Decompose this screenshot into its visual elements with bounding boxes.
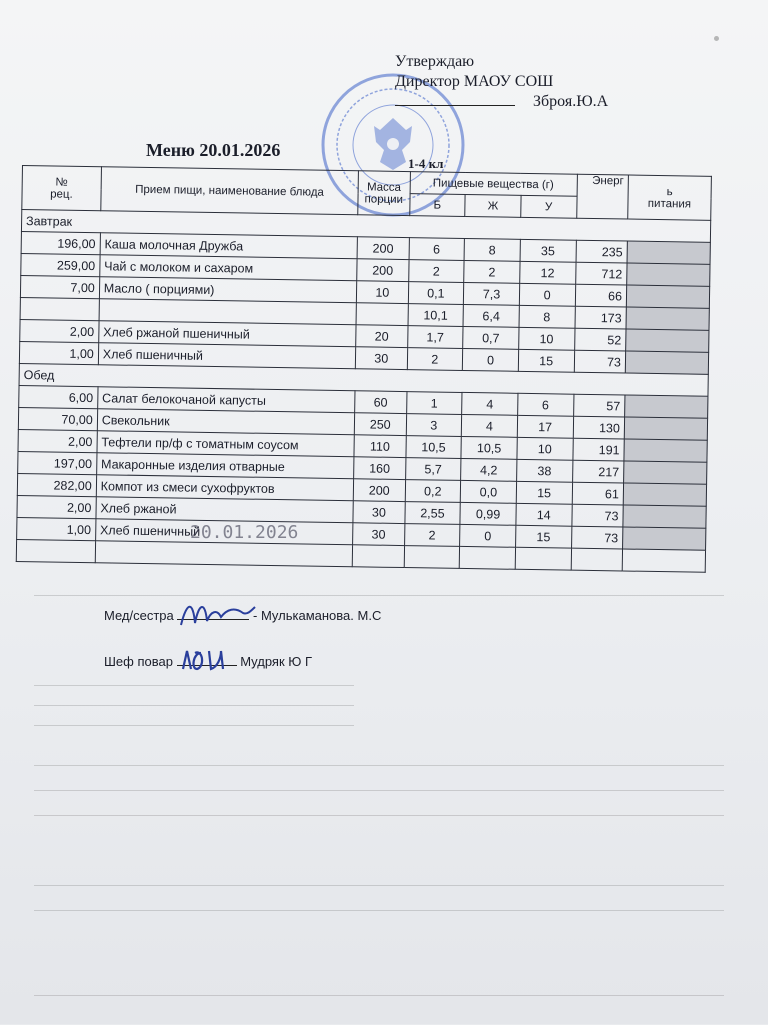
approve-label: Утверждаю xyxy=(395,53,475,70)
rec-number-cell: 1,00 xyxy=(19,341,98,364)
rec-number-cell: 282,00 xyxy=(17,473,96,496)
carb-cell: 8 xyxy=(519,305,575,328)
fat-cell: 4,2 xyxy=(461,458,517,481)
header-u: У xyxy=(521,195,577,218)
carb-cell: 17 xyxy=(517,415,573,438)
header-mass-1: Масса xyxy=(366,180,402,194)
carb-cell: 10 xyxy=(519,327,575,350)
nutrition-type-cell xyxy=(627,241,710,264)
protein-cell: 0,1 xyxy=(408,282,464,305)
header-rec-label: рец. xyxy=(50,187,73,201)
fat-cell: 7,3 xyxy=(464,282,520,305)
nurse-name: - Мулькаманова. М.С xyxy=(253,608,382,623)
approval-block xyxy=(395,52,608,112)
nutrition-type-cell xyxy=(626,285,709,308)
protein-cell: 1,7 xyxy=(407,326,463,349)
rec-number-cell: 196,00 xyxy=(21,231,100,254)
dish-name-cell: Свекольник xyxy=(97,409,355,435)
chef-label: Шеф повар xyxy=(104,654,173,669)
empty-cell xyxy=(515,547,571,570)
energy-cell: 73 xyxy=(574,350,626,373)
mass-cell: 60 xyxy=(355,391,407,414)
energy-cell: 191 xyxy=(572,438,624,461)
mass-cell: 160 xyxy=(354,457,406,480)
nutrition-type-cell xyxy=(623,505,706,528)
mass-cell: 30 xyxy=(355,347,407,370)
nurse-label: Мед/сестра xyxy=(104,608,174,623)
dish-name-cell: Каша молочная Дружба xyxy=(100,233,358,259)
dish-name-cell: Хлеб пшеничный xyxy=(95,519,353,545)
header-pit-1: ь xyxy=(666,185,673,198)
director-name: Зброя.Ю.А xyxy=(533,93,609,110)
fat-cell: 6,4 xyxy=(463,304,519,327)
header-energy: Энерг xyxy=(576,174,628,219)
energy-cell: 712 xyxy=(575,262,627,285)
carb-cell: 15 xyxy=(518,349,574,372)
nutrition-type-cell xyxy=(624,461,707,484)
empty-cell xyxy=(571,548,623,571)
fat-cell: 0,0 xyxy=(460,480,516,503)
fat-cell: 4 xyxy=(461,414,517,437)
mass-cell: 30 xyxy=(353,501,405,524)
carb-cell: 10 xyxy=(517,437,573,460)
fat-cell: 4 xyxy=(462,392,518,415)
rec-number-cell: 6,00 xyxy=(19,385,98,408)
mass-cell: 10 xyxy=(356,281,408,304)
nutrition-type-cell xyxy=(624,417,707,440)
protein-cell: 6 xyxy=(409,238,465,261)
energy-cell: 73 xyxy=(571,504,623,527)
mass-cell: 110 xyxy=(354,435,406,458)
empty-cell xyxy=(352,545,404,568)
carb-cell: 15 xyxy=(516,481,572,504)
chef-name: Мудряк Ю Г xyxy=(240,654,313,669)
dish-name-cell: Масло ( порциями) xyxy=(99,277,357,303)
nutrition-type-cell xyxy=(626,307,709,330)
carb-cell: 15 xyxy=(515,525,571,548)
fat-cell: 0 xyxy=(460,524,516,547)
header-name: Прием пищи, наименование блюда xyxy=(101,167,359,215)
protein-cell: 3 xyxy=(406,414,462,437)
energy-cell: 52 xyxy=(574,328,626,351)
header-nutrients: Пищевые вещества (г) xyxy=(410,172,577,197)
rec-number-cell: 7,00 xyxy=(20,275,99,298)
fat-cell: 2 xyxy=(464,260,520,283)
mass-cell xyxy=(356,303,408,326)
mass-cell: 200 xyxy=(353,479,405,502)
nutrition-type-cell xyxy=(625,395,708,418)
nutrition-type-cell xyxy=(626,329,709,352)
fat-cell: 0 xyxy=(463,348,519,371)
header-b: Б xyxy=(409,194,465,217)
protein-cell: 2 xyxy=(407,348,463,371)
menu-table-body xyxy=(16,210,710,573)
energy-cell: 173 xyxy=(575,306,627,329)
energy-cell: 217 xyxy=(572,460,624,483)
dish-name-cell: Хлеб ржаной пшеничный xyxy=(98,321,356,347)
header-pit xyxy=(628,175,712,220)
energy-cell: 73 xyxy=(571,526,623,549)
nutrition-type-cell xyxy=(627,263,710,286)
mass-cell: 30 xyxy=(353,523,405,546)
energy-cell: 235 xyxy=(576,240,628,263)
bleed-through-back-page xyxy=(20,585,740,1025)
punch-hole-mark xyxy=(714,36,719,41)
rec-number-cell: 2,00 xyxy=(17,495,96,518)
protein-cell: 10,5 xyxy=(405,436,461,459)
dish-name-cell: Хлеб ржаной xyxy=(96,497,354,523)
dish-name-cell: Компот из смеси сухофруктов xyxy=(96,475,354,501)
empty-cell xyxy=(622,549,705,572)
header-rec-num: № xyxy=(55,176,68,189)
rec-number-cell: 70,00 xyxy=(18,407,97,430)
nutrition-type-cell xyxy=(625,351,708,374)
carb-cell: 12 xyxy=(520,261,576,284)
grade-label: 1-4 кл xyxy=(408,156,444,171)
empty-cell xyxy=(404,546,460,569)
mass-cell: 200 xyxy=(357,237,409,260)
energy-cell: 61 xyxy=(572,482,624,505)
empty-cell xyxy=(16,539,95,562)
header-zh: Ж xyxy=(465,194,521,217)
rec-number-cell: 1,00 xyxy=(17,517,96,540)
header-pit-2: питания xyxy=(647,197,692,211)
menu-table xyxy=(16,165,712,573)
protein-cell: 5,7 xyxy=(405,458,461,481)
energy-cell: 130 xyxy=(573,416,625,439)
carb-cell: 14 xyxy=(516,503,572,526)
lunch-section-label: Обед xyxy=(19,363,708,396)
dish-name-cell: Макаронные изделия отварные xyxy=(96,453,354,479)
dish-name-cell: Чай с молоком и сахаром xyxy=(100,255,358,281)
mass-cell: 250 xyxy=(354,413,406,436)
nutrition-type-cell xyxy=(623,483,706,506)
mass-cell: 200 xyxy=(357,259,409,282)
date-stamp: 20.01.2026 xyxy=(190,522,299,543)
carb-cell: 38 xyxy=(516,459,572,482)
fat-cell: 10,5 xyxy=(461,436,517,459)
rec-number-cell: 197,00 xyxy=(18,451,97,474)
dish-name-cell: Салат белокочаной капусты xyxy=(97,387,355,413)
fat-cell: 0,7 xyxy=(463,326,519,349)
header-mass xyxy=(358,171,410,216)
empty-cell xyxy=(459,546,515,569)
carb-cell: 35 xyxy=(520,239,576,262)
director-position: Директор МАОУ СОШ xyxy=(395,73,554,90)
director-signature-line xyxy=(395,105,515,106)
protein-cell: 0,2 xyxy=(405,480,461,503)
rec-number-cell: 259,00 xyxy=(21,253,100,276)
dish-name-cell: Хлеб пшеничный xyxy=(98,343,356,369)
rec-number-cell: 2,00 xyxy=(20,319,99,342)
protein-cell: 2 xyxy=(408,260,464,283)
energy-cell: 57 xyxy=(573,394,625,417)
header-rec xyxy=(22,166,101,211)
dish-name-cell: Тефтели пр/ф с томатным соусом xyxy=(97,431,355,457)
nutrition-type-cell xyxy=(624,439,707,462)
protein-cell: 10,1 xyxy=(408,304,464,327)
protein-cell: 1 xyxy=(406,392,462,415)
director-sign-row xyxy=(395,92,608,112)
protein-cell: 2 xyxy=(404,524,460,547)
carb-cell: 0 xyxy=(519,283,575,306)
carb-cell: 6 xyxy=(517,393,573,416)
rec-number-cell xyxy=(20,297,99,320)
breakfast-section-label: Завтрак xyxy=(21,210,710,243)
energy-cell: 66 xyxy=(575,284,627,307)
fat-cell: 8 xyxy=(464,238,520,261)
protein-cell: 2,55 xyxy=(404,502,460,525)
fat-cell: 0,99 xyxy=(460,502,516,525)
page-title: Меню 20.01.2026 xyxy=(146,140,281,160)
nutrition-type-cell xyxy=(622,527,705,550)
rec-number-cell: 2,00 xyxy=(18,429,97,452)
empty-cell xyxy=(95,541,353,567)
mass-cell: 20 xyxy=(356,325,408,348)
header-mass-2: порции xyxy=(364,192,404,206)
